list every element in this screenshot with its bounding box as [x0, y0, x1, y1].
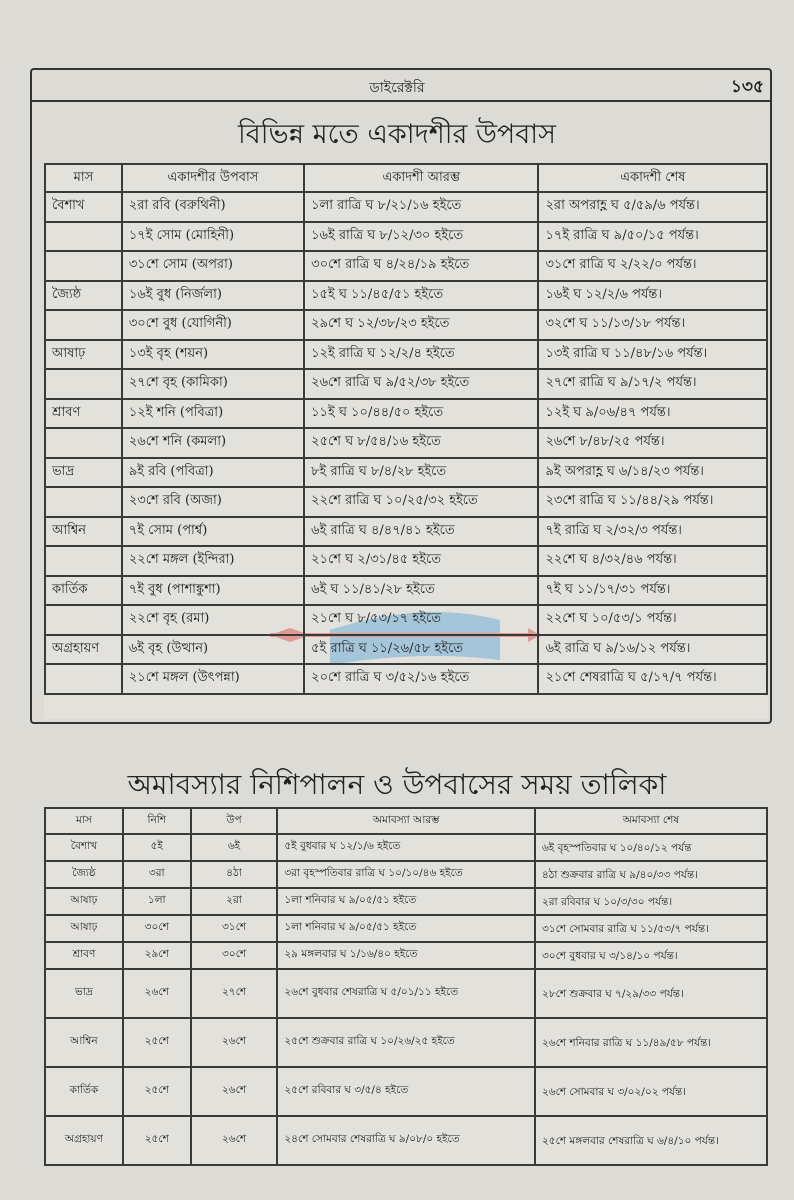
table-cell: ১লা শনিবার ঘ ৯/০৫/৫১ হইতে — [277, 888, 535, 915]
table-cell: ৩২শে ঘ ১১/১৩/১৮ পর্যন্ত। — [538, 310, 767, 340]
ekadashi-title: বিভিন্ন মতে একাদশীর উপবাস — [238, 119, 556, 150]
table-cell: ৩১শে রাত্রি ঘ ২/২২/০ পর্যন্ত। — [538, 251, 767, 281]
table-cell: ২৫শে — [123, 1116, 191, 1165]
table-cell: ৩০শে বুধ (যোগিনী) — [122, 310, 304, 340]
table-cell: ২৭শে বৃহ (কামিকা) — [122, 369, 304, 399]
running-head: ডাইরেক্টরি — [369, 80, 425, 96]
table-cell: ২৪শে সোমবার শেষরাত্রি ঘ ৯/০৮/০ হইতে — [277, 1116, 535, 1165]
table-cell: ৬ই ঘ ১১/৪১/২৮ হইতে — [304, 576, 538, 606]
table-cell: ৩০শে — [123, 915, 191, 942]
table-cell: ৭ই সোম (পার্শ্ব) — [122, 517, 304, 547]
table-cell: ২৬শে শনিবার রাত্রি ঘ ১১/৪৯/৫৮ পর্যন্ত। — [535, 1018, 767, 1067]
ekadashi-table — [44, 163, 768, 695]
table-cell — [45, 546, 122, 576]
table-cell: ২৫শে শুক্রবার রাত্রি ঘ ১০/২৬/২৫ হইতে — [277, 1018, 535, 1067]
column-header: নিশি — [123, 808, 191, 834]
column-header: একাদশীর উপবাস — [122, 164, 304, 192]
table-cell: ২৩শে রাত্রি ঘ ১১/৪৪/২৯ পর্যন্ত। — [538, 487, 767, 517]
table-row — [45, 635, 767, 665]
table-cell: ৩০শে বুধবার ঘ ৩/১৪/১০ পর্যন্ত। — [535, 942, 767, 969]
table-cell: ৩রা — [123, 861, 191, 888]
amavasya-title: অমাবস্যার নিশিপালন ও উপবাসের সময় তালিকা — [127, 768, 667, 801]
table-cell: ১৫ই ঘ ১১/৪৫/৫১ হইতে — [304, 281, 538, 311]
table-cell: শ্রাবণ — [45, 399, 122, 429]
table-row — [45, 969, 767, 1018]
column-header: অমাবস্যা শেষ — [535, 808, 767, 834]
table-cell: ২১শে ঘ ৮/৫৩/১৭ হইতে — [304, 605, 538, 635]
page-number: ১৩৫ — [730, 77, 764, 97]
column-header: অমাবস্যা আরম্ভ — [277, 808, 535, 834]
table-cell: ১৩ই বৃহ (শয়ন) — [122, 340, 304, 370]
table-cell: ২৯শে — [123, 942, 191, 969]
table-cell: ৩০শে — [191, 942, 278, 969]
table-row — [45, 517, 767, 547]
table-header-row — [45, 164, 767, 192]
table-cell: ২২শে রাত্রি ঘ ১০/২৫/৩২ হইতে — [304, 487, 538, 517]
table-cell: ভাদ্র — [45, 969, 123, 1018]
table-cell: ২৭শে — [191, 969, 278, 1018]
table-cell: ২১শে মঙ্গল (উৎপন্না) — [122, 664, 304, 694]
table-cell: বৈশাখ — [45, 192, 122, 222]
column-header: একাদশী শেষ — [538, 164, 767, 192]
table-cell: ১৩ই রাত্রি ঘ ১১/৪৮/১৬ পর্যন্ত। — [538, 340, 767, 370]
table-row — [45, 1018, 767, 1067]
table-cell: আশ্বিন — [45, 517, 122, 547]
table-cell: আষাঢ় — [45, 888, 123, 915]
table-cell: ৯ই অপরাহ্ণ ঘ ৬/১৪/২৩ পর্যন্ত। — [538, 458, 767, 488]
table-row — [45, 942, 767, 969]
table-row — [45, 340, 767, 370]
table-cell: ২৯ মঙ্গলবার ঘ ১/১৬/৪০ হইতে — [277, 942, 535, 969]
table-cell: ৬ই বৃহস্পতিবার ঘ ১০/৪০/১২ পর্যন্ত — [535, 834, 767, 861]
amavasya-table — [44, 807, 768, 1166]
table-row — [45, 458, 767, 488]
table-row — [45, 369, 767, 399]
table-cell: ৩১শে — [191, 915, 278, 942]
table-cell: ১৭ই রাত্রি ঘ ৯/৫০/১৫ পর্যন্ত। — [538, 222, 767, 252]
table-cell: ৩১শে সোমবার রাত্রি ঘ ১১/৫৩/৭ পর্যন্ত। — [535, 915, 767, 942]
table-cell: ২৫শে — [123, 1067, 191, 1116]
column-header: উপ — [191, 808, 278, 834]
table-row — [45, 605, 767, 635]
table-cell: ২রা রবি (বরুথিনী) — [122, 192, 304, 222]
table-row — [45, 861, 767, 888]
table-cell: ১৬ই রাত্রি ঘ ৮/১২/৩০ হইতে — [304, 222, 538, 252]
table-row — [45, 487, 767, 517]
table-cell — [45, 605, 122, 635]
table-cell: ১লা রাত্রি ঘ ৮/২১/১৬ হইতে — [304, 192, 538, 222]
table-cell: ২৬শে সোমবার ঘ ৩/০২/০২ পর্যন্ত। — [535, 1067, 767, 1116]
table-cell: ২৬শে শনি (কমলা) — [122, 428, 304, 458]
table-cell: অগ্রহায়ণ — [45, 635, 122, 665]
table-cell: ১২ই ঘ ৯/০৬/৪৭ পর্যন্ত। — [538, 399, 767, 429]
table-cell: ১৬ই বুধ (নির্জলা) — [122, 281, 304, 311]
table-cell: ২৯শে ঘ ১২/৩৮/২৩ হইতে — [304, 310, 538, 340]
table-cell: ভাদ্র — [45, 458, 122, 488]
table-cell: ১১ই ঘ ১০/৪৪/৫০ হইতে — [304, 399, 538, 429]
table-row — [45, 310, 767, 340]
table-cell: ২৮শে শুক্রবার ঘ ৭/২৯/৩৩ পর্যন্ত। — [535, 969, 767, 1018]
table-cell: জ্যৈষ্ঠ — [45, 861, 123, 888]
table-row — [45, 915, 767, 942]
table-row — [45, 664, 767, 694]
table-cell: ৭ই বুধ (পাশাঙ্কুশা) — [122, 576, 304, 606]
table-row — [45, 399, 767, 429]
table-cell: ৩০শে রাত্রি ঘ ৪/২৪/১৯ হইতে — [304, 251, 538, 281]
table-cell: ২৬শে — [191, 1067, 278, 1116]
table-row — [45, 834, 767, 861]
table-cell: ২৬শে রাত্রি ঘ ৯/৫২/৩৮ হইতে — [304, 369, 538, 399]
table-cell: ৫ই বুধবার ঘ ১২/১/৬ হইতে — [277, 834, 535, 861]
table-cell: ৪ঠা — [191, 861, 278, 888]
table-cell: ৬ই রাত্রি ঘ ৪/৪৭/৪১ হইতে — [304, 517, 538, 547]
table-cell: ২৬শে — [191, 1116, 278, 1165]
table-cell — [45, 487, 122, 517]
table-cell: ১২ই রাত্রি ঘ ১২/২/৪ হইতে — [304, 340, 538, 370]
table-cell — [45, 369, 122, 399]
table-cell: ২২শে ঘ ৪/৩২/৪৬ পর্যন্ত। — [538, 546, 767, 576]
table-cell: ১২ই শনি (পবিত্রা) — [122, 399, 304, 429]
table-row — [45, 251, 767, 281]
table-cell: ২৫শে ঘ ৮/৫৪/১৬ হইতে — [304, 428, 538, 458]
table-cell: ৮ই রাত্রি ঘ ৮/৪/২৮ হইতে — [304, 458, 538, 488]
table-cell: ২৬শে বুধবার শেষরাত্রি ঘ ৫/০১/১১ হইতে — [277, 969, 535, 1018]
table-cell — [45, 428, 122, 458]
table-cell: জ্যৈষ্ঠ — [45, 281, 122, 311]
table-cell: ৯ই রবি (পবিত্রা) — [122, 458, 304, 488]
table-row — [45, 192, 767, 222]
table-row — [45, 1067, 767, 1116]
table-cell: অগ্রহায়ণ — [45, 1116, 123, 1165]
table-cell: ৬ই রাত্রি ঘ ৯/১৬/১২ পর্যন্ত। — [538, 635, 767, 665]
table-cell: ১লা শনিবার ঘ ৯/০৫/৫১ হইতে — [277, 915, 535, 942]
table-cell: কার্তিক — [45, 1067, 123, 1116]
table-cell: ৩১শে সোম (অপরা) — [122, 251, 304, 281]
table-cell: আষাঢ় — [45, 340, 122, 370]
table-row — [45, 222, 767, 252]
table-cell: ৭ই রাত্রি ঘ ২/৩২/৩ পর্যন্ত। — [538, 517, 767, 547]
table-cell: ২রা রবিবার ঘ ১০/৩/৩০ পর্যন্ত। — [535, 888, 767, 915]
table-cell: ২৬শে — [191, 1018, 278, 1067]
table-row — [45, 281, 767, 311]
header-divider — [30, 100, 770, 102]
table-cell: ১লা — [123, 888, 191, 915]
table-cell: আষাঢ় — [45, 915, 123, 942]
table-cell: ২২শে মঙ্গল (ইন্দিরা) — [122, 546, 304, 576]
table-cell: ২১শে ঘ ২/৩১/৪৫ হইতে — [304, 546, 538, 576]
table-cell: ৩রা বৃহস্পতিবার রাত্রি ঘ ১০/১০/৪৬ হইতে — [277, 861, 535, 888]
table-cell: ২৫শে রবিবার ঘ ৩/৫/৪ হইতে — [277, 1067, 535, 1116]
table-cell: ২৭শে রাত্রি ঘ ৯/১৭/২ পর্যন্ত। — [538, 369, 767, 399]
table-cell: শ্রাবণ — [45, 942, 123, 969]
table-cell: বৈশাখ — [45, 834, 123, 861]
table-row — [45, 1116, 767, 1165]
column-header: মাস — [45, 808, 123, 834]
table-cell — [45, 251, 122, 281]
table-cell: ৬ই — [191, 834, 278, 861]
table-cell: আশ্বিন — [45, 1018, 123, 1067]
table-row — [45, 546, 767, 576]
table-cell: ৭ই ঘ ১১/১৭/৩১ পর্যন্ত। — [538, 576, 767, 606]
table-cell: ৫ই রাত্রি ঘ ১১/২৬/৫৮ হইতে — [304, 635, 538, 665]
table-cell: ২৬শে ৮/৪৮/২৫ পর্যন্ত। — [538, 428, 767, 458]
table-cell: ১৭ই সোম (মোহিনী) — [122, 222, 304, 252]
table-row — [45, 888, 767, 915]
table-cell: ২০শে রাত্রি ঘ ৩/৫২/১৬ হইতে — [304, 664, 538, 694]
table-row — [45, 428, 767, 458]
table-cell: ২৫শে মঙ্গলবার শেষরাত্রি ঘ ৬/৪/১০ পর্যন্ত। — [535, 1116, 767, 1165]
table-cell: ১৬ই ঘ ১২/২/৬ পর্যন্ত। — [538, 281, 767, 311]
table-cell: ২২শে ঘ ১০/৫৩/১ পর্যন্ত। — [538, 605, 767, 635]
table-cell: ২১শে শেষরাত্রি ঘ ৫/১৭/৭ পর্যন্ত। — [538, 664, 767, 694]
table-cell — [45, 222, 122, 252]
column-header: মাস — [45, 164, 122, 192]
table-cell: কার্তিক — [45, 576, 122, 606]
table-cell: ২৫শে — [123, 1018, 191, 1067]
column-header: একাদশী আরম্ভ — [304, 164, 538, 192]
table-cell: ৬ই বৃহ (উত্থান) — [122, 635, 304, 665]
table-cell: ২৬শে — [123, 969, 191, 1018]
table-row — [45, 576, 767, 606]
table-cell: ২৩শে রবি (অজা) — [122, 487, 304, 517]
table-cell: ৫ই — [123, 834, 191, 861]
table-cell: ২২শে বৃহ (রমা) — [122, 605, 304, 635]
table-cell: ৪ঠা শুক্রবার রাত্রি ঘ ৯/৪০/৩৩ পর্যন্ত। — [535, 861, 767, 888]
table-header-row — [45, 808, 767, 834]
table-cell: ২রা অপরাহ্ণ ঘ ৫/৫৯/৬ পর্যন্ত। — [538, 192, 767, 222]
table-cell — [45, 664, 122, 694]
table-cell: ২রা — [191, 888, 278, 915]
table-cell — [45, 310, 122, 340]
